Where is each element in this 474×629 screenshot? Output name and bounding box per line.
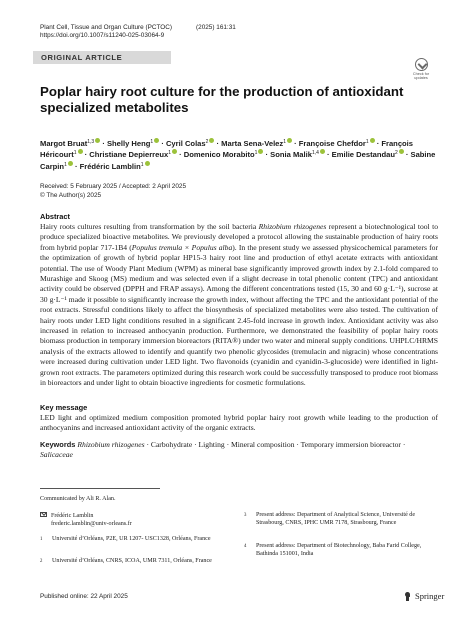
orcid-icon[interactable] xyxy=(78,149,83,154)
author-name[interactable]: Christiane Depierreux xyxy=(89,150,169,160)
doi-link[interactable]: https://doi.org/10.1007/s11240-025-03064-9 xyxy=(40,32,165,39)
author-name[interactable]: Cyril Colas xyxy=(165,139,206,148)
crossmark-label: Check for updates xyxy=(412,72,430,81)
author-affiliation-sup: 1 xyxy=(73,150,77,157)
article-dates xyxy=(40,183,186,200)
author-name[interactable]: Marta Sena-Velez xyxy=(221,139,284,148)
orcid-icon[interactable] xyxy=(145,161,150,166)
keywords-section xyxy=(40,440,440,461)
footnote-divider xyxy=(40,488,160,489)
author-list: Margot Bruat$^{1,3}$ · Shelly Heng$^1$ · Cyril Colas$^2$ · Marta Sena-Velez$^1$ · Françoise Chefdor$^1$ · François Héricourt$^1$ · Christiane Depierreux$^1$ · Domenico Morabito$^1$ · Sonia Malik$^{1,4}$ · Emilie Destandau$^2$ · Sabine Carpin$^1$ · Frédéric Lamblin$^1$ xyxy=(40,139,436,171)
abstract-heading: Abstract xyxy=(40,212,70,221)
corresponding-author xyxy=(40,512,230,528)
orcid-icon[interactable] xyxy=(370,138,375,143)
key-message-heading: Key message xyxy=(40,403,88,412)
affiliation-3: 3 Present address: Department of Analytical Science, Université de Strasbourg, CNRS, IPHC UMR 7178, Strasbourg, France xyxy=(244,512,416,526)
affiliation-2: 2 Université d’Orléans, CNRS, ICOA, UMR 7311, Orléans, France xyxy=(40,558,212,564)
crossmark-button[interactable] xyxy=(410,58,432,84)
envelope-icon xyxy=(40,512,47,517)
author-name[interactable]: Sabine Carpin xyxy=(40,150,436,171)
crossmark-icon xyxy=(415,58,428,71)
keywords-label: Keywords xyxy=(40,440,76,449)
copyright-line: © The Author(s) 2025 xyxy=(40,191,102,199)
author-name[interactable]: Shelly Heng xyxy=(106,139,151,148)
published-online: Published online: 22 April 2025 xyxy=(40,593,128,600)
orcid-icon[interactable] xyxy=(258,149,263,154)
author-affiliation-sup: 1 xyxy=(283,139,286,145)
author-affiliation-sup: 1,3 xyxy=(87,139,95,145)
corresponding-name: Frédéric Lamblin xyxy=(51,513,94,519)
springer-label: Springer xyxy=(415,591,445,601)
author-affiliation-sup: 1 xyxy=(64,161,67,168)
corresponding-email[interactable]: frederic.lamblin@univ-orleans.fr xyxy=(51,520,132,527)
author-name[interactable]: Françoise Chefdor xyxy=(298,139,366,148)
orcid-icon[interactable] xyxy=(172,149,177,154)
orcid-icon[interactable] xyxy=(95,138,100,143)
affiliation-4: 4 Present address: Department of Biotechnology, Baba Farid College, Bathinda 151001, India xyxy=(244,543,422,557)
journal-issue: (2025) 161:31 xyxy=(196,24,236,31)
abstract-text: Hairy roots cultures resulting from transformation by the soil bacteria Rhizobium rhizogenes represent a biotechnological tool to produce specialized bioactive metabolites. We previously developed a protocol allowing the sustainable production of hairy roots from hybrid poplar 717-1B4 (Populus tremula × Populus alba). In the present study we assessed physicochemical parameters for the optimization of growth of hybrid poplar HP15-3 hairy root line and production of ethyl acetate extracts with antioxidant potential. The use of Woody Plant Medium (WPM) as mineral base significantly improved growth index by 2.1-fold compared to Murashige and Skoog (MS) medium and was selected even if a slight decrease in total phenolic content (TPC) and antioxidant activity could be observed (DPPH and FRAP assays). Among the different concentrations tested (15, 30 and 60 g·L⁻¹), sucrose at 30 g·L⁻¹ made it possible to significantly increase the growth index, without affecting the TPC and the antioxidant potential of the root extracts. Stressful conditions likely to affect the biosynthesis of specialized metabolites were also tested. The cultivation of hairy roots under LED light conditions resulted in a significant 2.45-fold increase in growth index. Antioxidant activity was also increased in relation to increased anthocyanin production. Furthermore, we demonstrated the feasibility of poplar hairy roots biomass production in temporary immersion bioreactors (RITA®) under two water and mineral supply conditions. UHPLC/HRMS analysis of the extracts allowed to identify and quantify two phenolic glycosides (tremulacin and nigracin) whose concentrations were increased during cultivation under LED light. Two flavonoids (cyanidin and cyanidin-3-glucoside) were identified in light-grown root extracts. The parameters optimized during this research work could be successfully transposed to produce root biomass in bioreactors and under light to obtain bioactive ingredients for cosmetic formulations. xyxy=(40,222,439,388)
author-affiliation-sup: 1 xyxy=(254,150,258,157)
article-type-label: ORIGINAL ARTICLE xyxy=(41,53,123,62)
author-name[interactable]: Frédéric Lamblin xyxy=(79,161,141,171)
author-affiliation-sup: 1 xyxy=(150,139,154,145)
keywords-list: Rhizobium rhizogenes · Carbohydrate · Lighting · Mineral composition · Temporary immersion bioreactor · Salicaceae xyxy=(40,440,406,460)
author-affiliation-sup: 1 xyxy=(168,150,171,157)
journal-header xyxy=(40,24,236,32)
author-affiliation-sup: 1 xyxy=(140,161,144,168)
author-name[interactable]: François Héricourt xyxy=(40,139,414,160)
orcid-icon[interactable] xyxy=(399,149,404,154)
springer-logo[interactable] xyxy=(404,591,444,601)
orcid-icon[interactable] xyxy=(320,149,325,154)
orcid-icon[interactable] xyxy=(287,138,292,143)
communicated-by: Communicated by Ali R. Alan. xyxy=(40,496,116,502)
author-name[interactable]: Sonia Malik xyxy=(270,150,312,160)
affiliation-1: 1 Université d’Orléans, P2E, UR 1207- USC1328, Orléans, France xyxy=(40,536,211,542)
orcid-icon[interactable] xyxy=(209,138,214,143)
received-accepted: Received: 5 February 2025 / Accepted: 2 April 2025 xyxy=(40,183,187,190)
author-name[interactable]: Domenico Morabito xyxy=(183,150,255,160)
key-message-text: LED light and optimized medium composition promoted hybrid poplar hairy root growth while leading to the production of anthocyanins and increased antioxidant activity of the organic extracts. xyxy=(40,413,438,433)
orcid-icon[interactable] xyxy=(154,138,159,143)
author-name[interactable]: Margot Bruat xyxy=(40,139,88,148)
journal-name: Plant Cell, Tissue and Organ Culture (PCTOC) xyxy=(40,24,173,31)
author-affiliation-sup: 1 xyxy=(365,139,369,145)
orcid-icon[interactable] xyxy=(68,161,73,166)
article-title: Poplar hairy root culture for the production of antioxidant specialized metabolites xyxy=(40,84,404,116)
author-affiliation-sup: 2 xyxy=(205,139,209,145)
springer-horse-icon xyxy=(404,592,412,601)
author-affiliation-sup: 1,4 xyxy=(311,150,319,157)
author-affiliation-sup: 2 xyxy=(394,150,398,157)
author-name[interactable]: Emilie Destandau xyxy=(331,150,395,160)
